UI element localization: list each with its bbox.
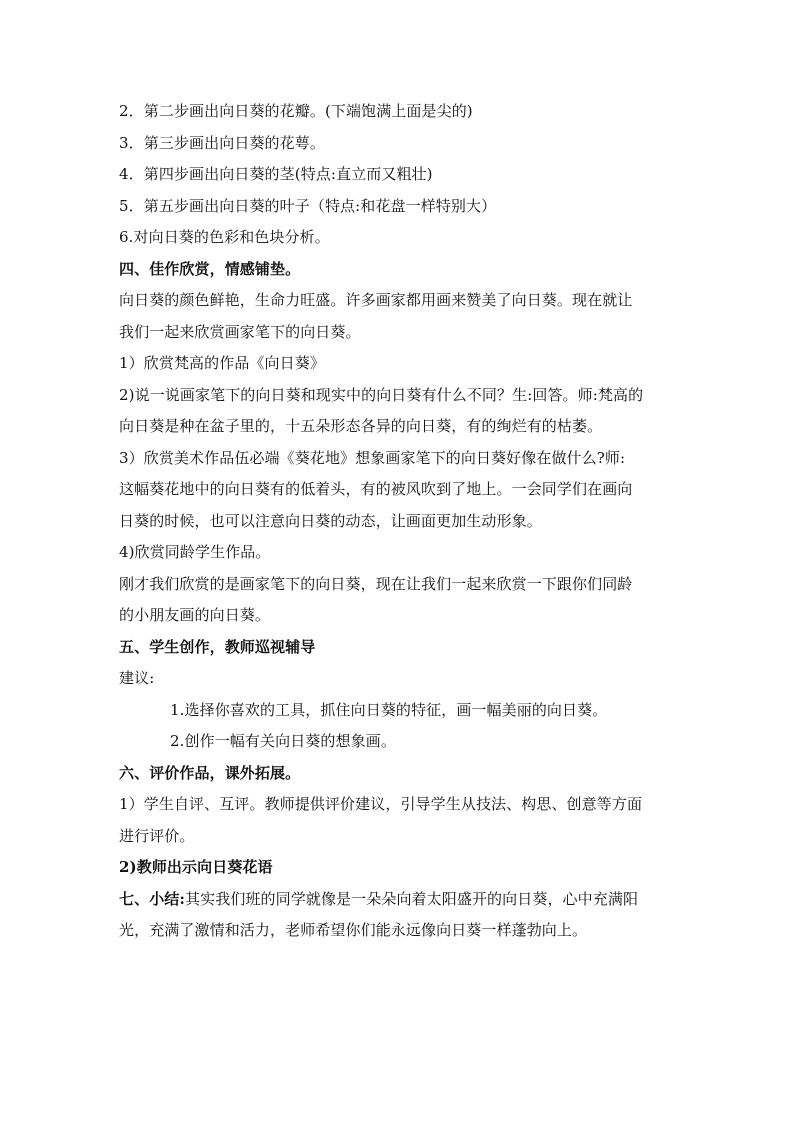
list-item-line: 2)说一说画家笔下的向日葵和现实中的向日葵有什么不同？生:回答。师:梵高的 [119, 385, 644, 404]
paragraph-line: 日葵的时候，也可以注意向日葵的动态，让画面更加生动形象。 [119, 511, 542, 530]
list-item-line: 1）欣赏梵高的作品《向日葵》 [119, 354, 325, 372]
paragraph-line: 我们一起来欣赏画家笔下的向日葵。 [119, 322, 361, 341]
section-heading-7: 七、小结: [119, 889, 186, 908]
summary-line [119, 884, 679, 916]
step-2-line: 2．第二步画出向日葵的花瓣。(下端饱满上面是尖的) [119, 102, 473, 120]
paragraph-line: 进行评价。 [119, 826, 195, 845]
section-heading-4: 四、佳作欣赏，情感铺垫。 [119, 259, 301, 278]
suggestion-label: 建议: [119, 669, 155, 687]
document-page [119, 96, 679, 947]
step-3-line: 3．第三步画出向日葵的花萼。 [119, 133, 325, 152]
list-item-line: 1）学生自评、互评。教师提供评价建议，引导学生从技法、构思、创意等方面 [119, 795, 643, 813]
paragraph-line: 的小朋友画的向日葵。 [119, 606, 271, 624]
list-item-line-bold: 2)教师出示向日葵花语 [119, 858, 273, 876]
section-heading-6: 六、评价作品，课外拓展。 [119, 763, 301, 782]
list-item-line: 4)欣赏同龄学生作品。 [119, 543, 271, 561]
section-heading-5: 五、学生创作，教师巡视辅导 [119, 637, 316, 656]
paragraph-line: 向日葵是种在盆子里的，十五朵形态各异的向日葵，有的绚烂有的枯萎。 [119, 417, 603, 435]
step-5-line: 5．第五步画出向日葵的叶子（特点:和花盘一样特别大） [119, 196, 497, 215]
paragraph-line: 这幅葵花地中的向日葵有的低着头，有的被风吹到了地上。一会同学们在画向 [119, 480, 633, 498]
paragraph-line: 光，充满了激情和活力，老师希望你们能永远像向日葵一样蓬勃向上。 [119, 921, 588, 939]
summary-text: 其实我们班的同学就像是一朵朵向着太阳盛开的向日葵，心中充满阳 [185, 889, 639, 908]
step-4-line: 4．第四步画出向日葵的茎(特点:直立而又粗壮) [119, 165, 433, 183]
paragraph-line: 刚才我们欣赏的是画家笔下的向日葵，现在让我们一起来欣赏一下跟你们同龄 [119, 574, 633, 593]
step-6-line: 6.对向日葵的色彩和色块分析。 [119, 228, 330, 246]
list-item-line: 3）欣赏美术作品伍必端《葵花地》想象画家笔下的向日葵好像在做什么?师: [119, 448, 626, 467]
paragraph-line: 向日葵的颜色鲜艳，生命力旺盛。许多画家都用画来赞美了向日葵。现在就让 [119, 291, 633, 309]
suggestion-item: 1.选择你喜欢的工具，抓住向日葵的特征，画一幅美丽的向日葵。 [170, 700, 608, 719]
suggestion-item: 2.创作一幅有关向日葵的想象画。 [170, 732, 396, 750]
